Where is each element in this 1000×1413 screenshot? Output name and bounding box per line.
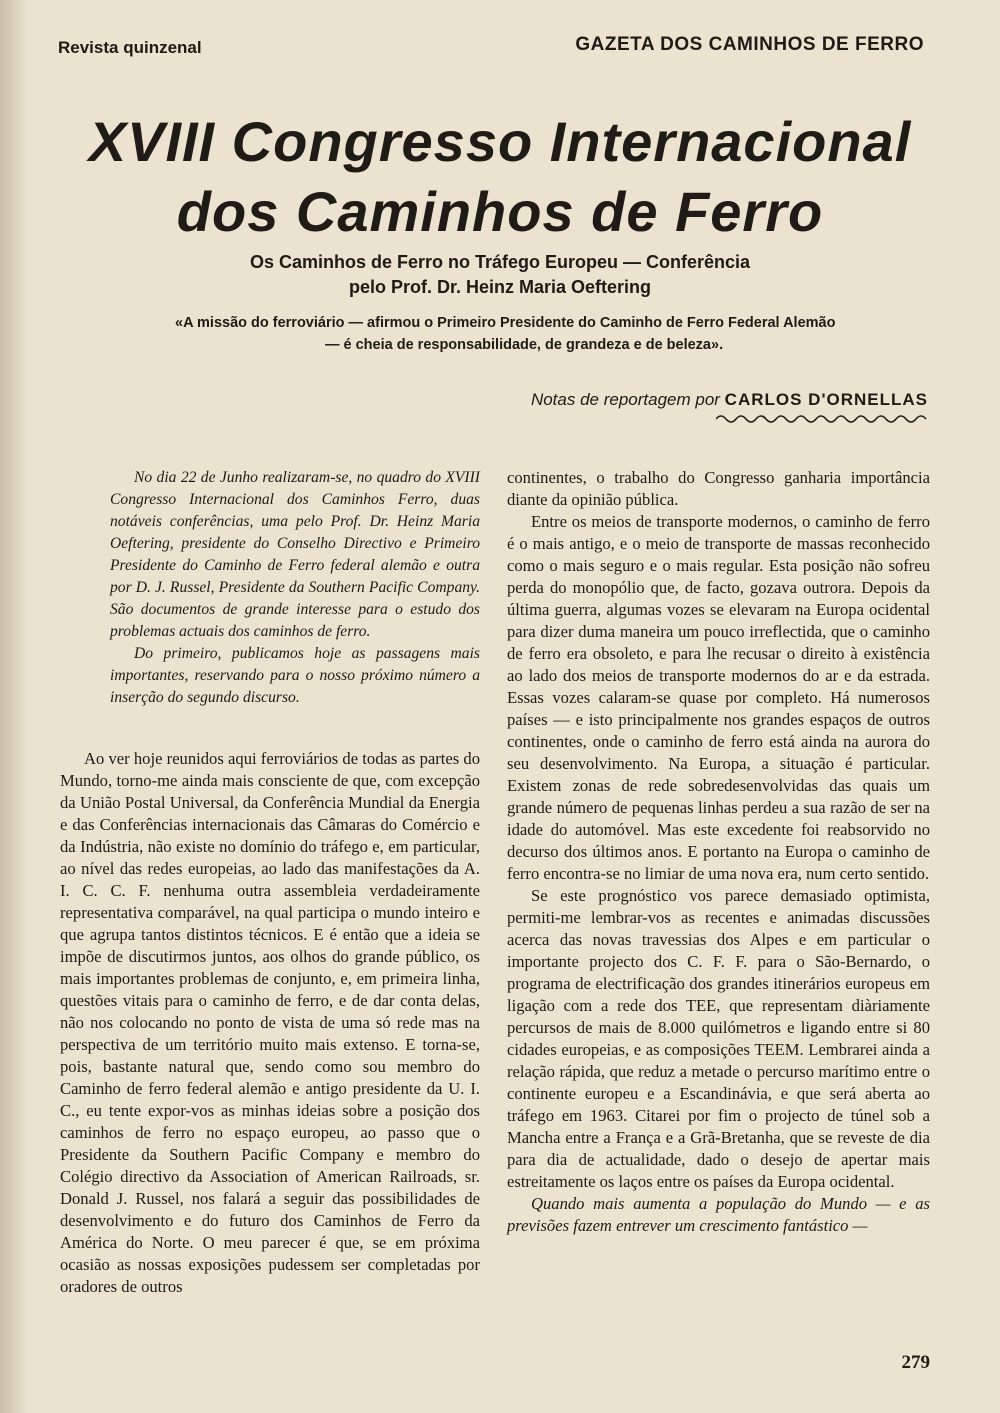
intro-paragraph-2: Do primeiro, publicamos hoje as passagens mais importantes, reservando para o nosso próximo número a inserção do segundo discurso.: [110, 645, 480, 706]
intro-paragraph-1: No dia 22 de Junho realizaram-se, no quadro do XVIII Congresso Internacional dos Caminhos Ferro, duas notáveis conferências, uma pelo Prof. Dr. Heinz Maria Oeftering, presidente do Conselho Directivo e Primeiro Presidente do Caminho de Ferro federal alemão e outra por D. J. Russel, Presidente da Southern Pacific Company. São documentos de grande interesse para o estudo dos problemas actuais dos caminhos de ferro.: [110, 469, 480, 640]
article-title-line-2: dos Caminhos de Ferro: [176, 180, 824, 243]
subtitle-line-1: Os Caminhos de Ferro no Tráfego Europeu — Conferência: [249, 252, 751, 272]
body-paragraph: Se este prognóstico vos parece demasiado optimista, permiti-me lembrar-vos as recentes e animadas discussões acerca das novas travessias dos Alpes e em particular o importante projecto dos C. F. F. para o São-Bernardo, o programa de electrificação dos grandes itinerários europeus em ligação com a rede dos TEE, que representam diàriamente percursos de mais de 8.000 quilómetros e ligando entre si 80 cidades europeias, e as composições TEEM. Lembrarei ainda a relação rápida, que reduz a metade o percurso marítimo entre o continente europeu e a Escandinávia, e que será aberta ao tráfego em 1963. Citarei por fim o projecto de túnel sob a Mancha entre a França e a Grã-Bretanha, que se reveste de dia para dia de actualidade, dado o desejo de apertar mais estreitamente os laços entre os países da Europa ocidental.: [507, 886, 930, 1191]
left-text-column: [60, 748, 480, 1298]
byline-lead: Notas de reportagem por: [530, 390, 720, 409]
pull-quote: [175, 312, 935, 356]
body-paragraph: Quando mais aumenta a população do Mundo — e as previsões fazem entrever um crescimento fantástico —: [507, 1194, 930, 1235]
body-paragraph: continentes, o trabalho do Congresso ganharia importância diante da opinião pública.: [507, 468, 930, 509]
wavy-underline-ornament: [716, 413, 928, 425]
pull-quote-line-1: «A missão do ferroviário — afirmou o Primeiro Presidente do Caminho de Ferro Federal Alemão: [175, 315, 836, 331]
byline: [531, 390, 928, 410]
header-publication-frequency: Revista quinzenal: [58, 38, 202, 57]
page-gutter-shadow: [0, 0, 28, 1413]
subtitle-line-2: pelo Prof. Dr. Heinz Maria Oeftering: [348, 277, 652, 297]
body-paragraph: Entre os meios de transporte modernos, o caminho de ferro é o mais antigo, e o meio de transporte de massas reconhecido como o mais seguro e o mais regular. Esta posição não sofreu perda do monopólio que, de facto, gozava outrora. Depois da última guerra, algumas vozes se elevaram na Europa ocidental para dizer duma maneira um pouco irreflectida, que o caminho de ferro era obsoleto, e para lhe recusar o direito à existência ao lado dos meios de transporte modernos do ar e da estrada. Essas vozes calaram-se quase por completo. Há numerosos países — e isto principalmente nos grandes espaços de outros continentes, onde o caminho de ferro está ainda na aurora do seu desenvolvimento. Na Europa, a situação é particular. Existem zonas de rede sobredesenvolvidas das quais um grande número de pequenas linhas perdeu a sua razão de ser na idade do automóvel. Mas este excedente foi reabsorvido no decurso dos últimos anos. E portanto na Europa o caminho de ferro encontra-se no limiar de uma nova era, num certo sentido.: [507, 512, 930, 883]
body-paragraph: Ao ver hoje reunidos aqui ferroviários de todas as partes do Mundo, torno-me ainda mais consciente de que, com excepção da União Postal Universal, da Conferência Mundial da Energia e das Conferências internacionais das Câmaras do Comércio e da Indústria, não existe no domínio do tráfego e, em particular, ao nível das redes europeias, ao lado das manifestações da A. I. C. C. F. nenhuma outra assembleia verdadeiramente representativa comparável, na qual participa o mundo inteiro e que agrupa tantos distintos técnicos. E é então que a ideia se impõe de discutirmos juntos, aos olhos do grande público, os mais importantes problemas de conjunto, e, em primeira linha, questões vitais para o caminho de ferro, e de dar conta delas, não nos colocando no ponto de vista de uma só rede mas na perspectiva de um território muito mais extenso. E torna-se, pois, bastante natural que, sendo como sou membro do Caminho de ferro federal alemão e antigo presidente da U. I. C., eu tente expor-vos as minhas ideias sobre a posição dos caminhos de ferro no espaço europeu, ao passo que o Presidente da Southern Pacific Company e membro do Colégio directivo da Association of American Railroads, sr. Donald J. Russel, nos falará a seguir das possibilidades de desenvolvimento e do futuro dos Caminhos de Ferro da América do Norte. O meu parecer é que, se em próxima ocasião as nossas exposições pudessem ser completadas por oradores de outros: [60, 749, 480, 1296]
page-number: 279: [901, 1352, 930, 1373]
article-intro: [110, 467, 480, 709]
article-title-line-1: XVIII Congresso Internacional: [88, 110, 912, 173]
article-subtitle: [160, 250, 840, 300]
pull-quote-line-2: — é cheia de responsabilidade, de grandeza e de beleza».: [325, 337, 724, 353]
byline-author: CARLOS D'ORNELLAS: [724, 390, 928, 409]
header-magazine-name: GAZETA DOS CAMINHOS DE FERRO: [575, 34, 924, 55]
right-text-column: [507, 467, 930, 1237]
